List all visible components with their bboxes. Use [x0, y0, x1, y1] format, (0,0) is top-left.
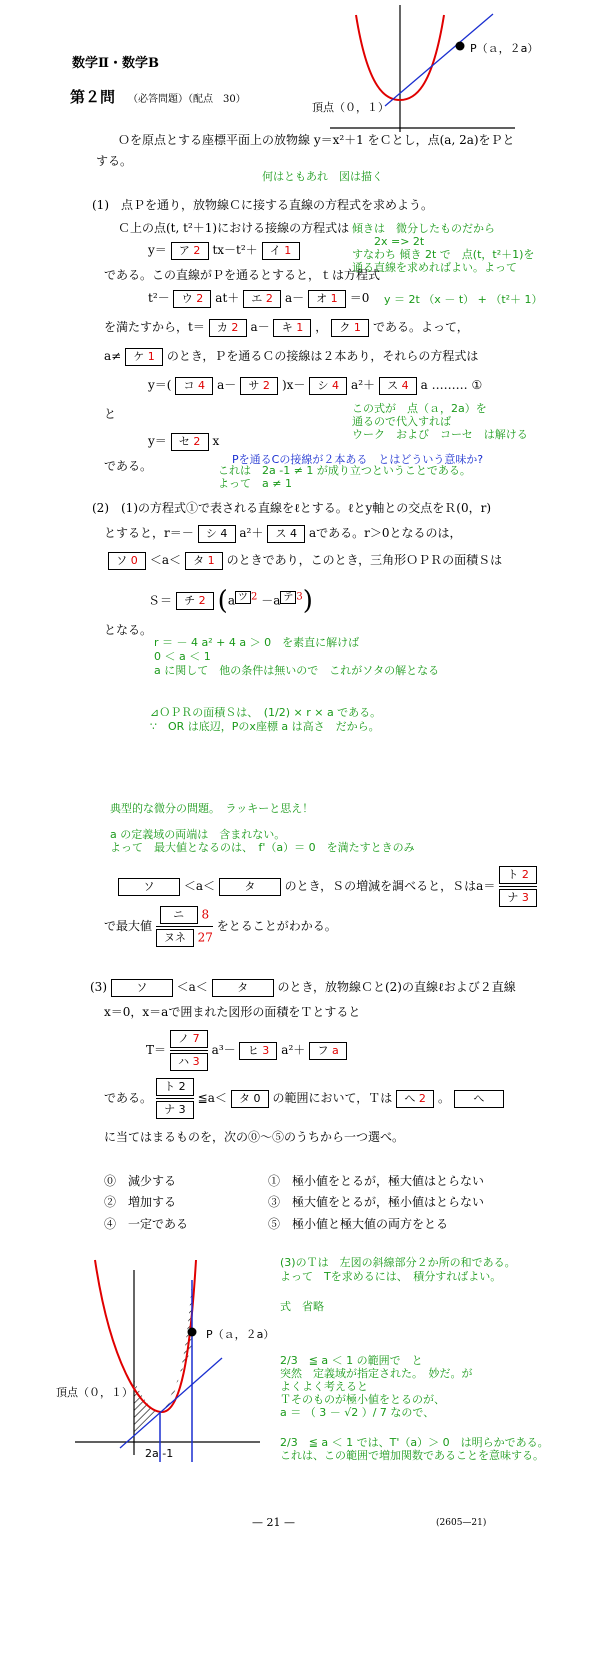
answer-box-ni[interactable]: ニ — [160, 906, 198, 924]
answer-box-e[interactable]: エ 2 — [243, 290, 281, 308]
answer-box-ta[interactable]: タ 1 — [185, 552, 223, 570]
note-two-tangents: Pを通るCの接線が２本ある とはどういう意味か? — [232, 453, 484, 466]
vertex-label: 頂点（０，１） — [312, 101, 389, 114]
answer-box-o[interactable]: オ 1 — [308, 290, 346, 308]
p1-eq4: y＝ セ 2 x — [148, 432, 219, 451]
note-derivative: 傾きは 微分したものだから 2x => 2t すなわち 傾き 2t で 点(t，t²＋1)を 通る直線を求めればよい。よって — [352, 222, 535, 274]
answer-box-ku[interactable]: ク 1 — [331, 319, 369, 337]
tangent-line — [385, 14, 493, 106]
p1-eq1: y＝ ア 2 tx－t²＋ イ 1 — [148, 241, 300, 260]
p2-line3: ソ ＜a＜ タ のとき，Ｓの増減を調べると，Ｓはa＝ $\frac{\text{ト 2}}{\text{ナ 3}}$ — [118, 866, 537, 907]
point-p-label: P（ａ，２a） — [470, 42, 539, 55]
note-domain: a の定義域の両端は 含まれない。 よって 最大値となるのは、 f'（a）＝ 0 を満たすときのみ — [110, 828, 415, 854]
answer-box-na-3[interactable]: ナ 3 — [156, 1101, 194, 1119]
note-condition: これは 2a -1 ≠ 1 が成り立つということである。 よって a ≠ 1 — [218, 464, 471, 490]
answer-box-ka[interactable]: カ 2 — [209, 319, 247, 337]
answer-box-su-2[interactable]: ス 4 — [267, 525, 305, 543]
answer-box-ha[interactable]: ハ 3 — [170, 1053, 208, 1071]
p1-eq3: y＝( コ 4 a－ サ 2 )x－ シ 4 a²＋ ス 4 a ……… ① — [148, 376, 482, 395]
answer-box-i[interactable]: イ 1 — [262, 242, 300, 260]
p2-area-eq: Ｓ＝ チ 2 (a $^{ツ 2}$ －a $^{テ 3}$) — [148, 586, 313, 616]
answer-box-hi[interactable]: ヒ 3 — [239, 1042, 277, 1060]
p1-eq2: t²－ ウ 2 at＋ エ 2 a－ オ 1 ＝0 — [148, 289, 369, 308]
point-p — [456, 42, 465, 51]
answer-box-so-2[interactable]: ソ — [118, 878, 180, 896]
vertex-label-2: 頂点（０，１） — [56, 1386, 133, 1399]
answer-box-su[interactable]: ス 4 — [379, 377, 417, 395]
p3-line1: x＝0，x＝aで囲まれた図形の面積をＴとすると — [104, 1005, 361, 1019]
answer-box-u[interactable]: ウ 2 — [173, 290, 211, 308]
answer-box-fu[interactable]: フ a — [309, 1042, 347, 1060]
p2-line2: ソ 0 ＜a＜ タ 1 のときであり，このとき，三角形ＯＰＲの面積Ｓは — [108, 551, 502, 570]
subject-title: 数学Ⅱ・数学B — [72, 56, 159, 71]
note-draw-figure: 何はともあれ 図は描く — [262, 170, 383, 183]
answer-box-ki[interactable]: キ 1 — [273, 319, 311, 337]
choice-1[interactable]: ① 極小値をとるが，極大値はとらない — [268, 1174, 485, 1188]
note-hatched: (3)のＴは 左図の斜線部分２か所の和である。 よって Tを求めるには、 積分すればよい。 — [280, 1256, 516, 1283]
answer-box-te[interactable]: テ — [280, 591, 296, 604]
p1-line3: を満たすから，t＝ カ 2 a－ キ 1 ， ク 1 である。よって， — [104, 318, 469, 337]
page-number: — 21 — — [252, 1516, 295, 1529]
p3-line3: に当てはまるものを，次の⓪～⑤のうちから一つ選べ。 — [104, 1130, 405, 1144]
answer-box-he[interactable]: へ 2 — [396, 1090, 434, 1108]
p2-line4: で最大値 $\frac{\text{ニ 8}}{\text{ヌネ 27}}$ をとることがわかる。 — [104, 906, 337, 947]
choice-4[interactable]: ④ 一定である — [104, 1217, 189, 1231]
p2-line1: とすると，r＝－ シ 4 a²＋ ス 4 aである。r＞0となるのは， — [104, 524, 462, 543]
answer-box-ta-2[interactable]: タ — [219, 878, 281, 896]
answer-box-shi[interactable]: シ 4 — [309, 377, 347, 395]
choice-3[interactable]: ③ 極大値をとるが，極小値はとらない — [268, 1195, 485, 1209]
note-increasing: 2/3 ≦ a ＜ 1 では、T'（a）＞ 0 は明らかである。 これは、この範囲で増加関数であることを意味する。 — [280, 1436, 549, 1462]
hatched-region-left — [134, 1380, 158, 1436]
intro-line2: する。 — [96, 154, 133, 168]
intro-line1: Ｏを原点とする座標平面上の放物線 y＝x²＋1 をＣとし，点(a, 2a)をＰと — [118, 133, 515, 147]
p3-heading: (3) ソ ＜a＜ タ のとき，放物線Ｃと(2)の直線ℓおよび２直線 — [90, 978, 516, 997]
answer-box-ko[interactable]: コ 4 — [175, 377, 213, 395]
answer-box-to-3[interactable]: ト 2 — [156, 1078, 194, 1096]
answer-box-na[interactable]: ナ 3 — [499, 889, 537, 907]
answer-box-tsu[interactable]: ツ — [235, 591, 251, 604]
p2-heading: (2) (1)の方程式①で表される直線をℓとする。ℓとy軸との交点をＲ(0，r) — [92, 501, 492, 515]
answer-box-nune[interactable]: ヌネ — [156, 929, 194, 947]
note-inequality: r ＝ － 4 a² + 4 a ＞ 0 を素直に解けば 0 ＜ a ＜ 1 a に関して 他の条件は無いので これがソタの解となる — [154, 636, 440, 677]
answer-box-to[interactable]: ト 2 — [499, 866, 537, 884]
choice-5[interactable]: ⑤ 極小値と極大値の両方をとる — [268, 1217, 449, 1231]
answer-box-he-2[interactable]: へ — [454, 1090, 504, 1108]
p1-line4: a≠ ケ 1 のとき，Ｐを通るＣの接線は２本あり，それらの方程式は — [104, 347, 478, 366]
p2-end: となる。 — [104, 623, 153, 637]
choice-2[interactable]: ② 増加する — [104, 1195, 177, 1209]
point-p-label-2: P（ａ，２a） — [206, 1328, 275, 1341]
page-code: (2605—21) — [436, 1518, 487, 1528]
point-p-2 — [188, 1328, 197, 1337]
note-range: 2/3 ≦ a ＜ 1 の範囲で と 突然 定義域が指定された。 妙だ。が よくよく考えると Ｔそのものが極小値をとるのが、 a ＝ （ 3 － √2 ）/ 7 なので、 — [280, 1354, 473, 1419]
answer-box-so-3[interactable]: ソ — [111, 979, 173, 997]
answer-box-chi[interactable]: チ 2 — [176, 592, 214, 610]
p3-line2: である。 $\frac{\text{ト 2}}{\text{ナ 3}}$ ≦a＜ タ 0 の範囲において，Ｔは へ 2 。 へ — [104, 1078, 504, 1119]
answer-box-ke[interactable]: ケ 1 — [125, 348, 163, 366]
p1-line1: Ｃ上の点(t, t²＋1)における接線の方程式は — [118, 221, 350, 235]
p1-end: である。 — [104, 459, 153, 473]
fraction-to-na — [499, 866, 537, 907]
p1-line2: である。この直線がＰを通るとすると，ｔは方程式 — [104, 268, 381, 282]
answer-box-se[interactable]: セ 2 — [171, 433, 209, 451]
fraction-max-value: $\frac{\text{ニ 8}}{\text{ヌネ 27}}$ — [156, 906, 213, 947]
question-note: （必答問題）（配点 30） — [128, 94, 246, 105]
p1-heading: (1) 点Ｐを通り，放物線Ｃに接する直線の方程式を求めよう。 — [92, 198, 434, 212]
answer-box-sa[interactable]: サ 2 — [240, 377, 278, 395]
answer-box-ta-4[interactable]: タ 0 — [231, 1090, 269, 1108]
note-substitution: この式が 点（ａ，2a）を 通るので代入すれば ウーク および コーセ は解ける — [352, 402, 528, 441]
answer-box-ta-3[interactable]: タ — [212, 979, 274, 997]
answer-box-so[interactable]: ソ 0 — [108, 552, 146, 570]
question-number: 第２問 — [70, 88, 116, 106]
note-lucky: 典型的な微分の問題。 ラッキーと思え！ — [110, 802, 314, 815]
note-tangent-eq: y ＝ 2t （x － t） + （t²＋ 1） — [384, 293, 543, 306]
p1-to: と — [104, 407, 117, 421]
answer-box-no[interactable]: ノ 7 — [170, 1030, 208, 1048]
note-area: ⊿ＯＰＲの面積Ｓは、 (1/2) × r × a である。 ∵ OR は底辺，Pのx座標 a は高さ だから。 — [150, 706, 382, 733]
x-label-2a-1: 2a -1 — [145, 1447, 174, 1460]
answer-box-shi-2[interactable]: シ 4 — [198, 525, 236, 543]
note-omit: 式 省略 — [280, 1300, 324, 1313]
p3-eq: T＝ $\frac{\text{ノ 7}}{\text{ハ 3}}$ a³－ ヒ 3 a²＋ フ a — [146, 1030, 347, 1071]
choice-0[interactable]: ⓪ 減少する — [104, 1174, 177, 1188]
answer-box-a[interactable]: ア 2 — [171, 242, 209, 260]
